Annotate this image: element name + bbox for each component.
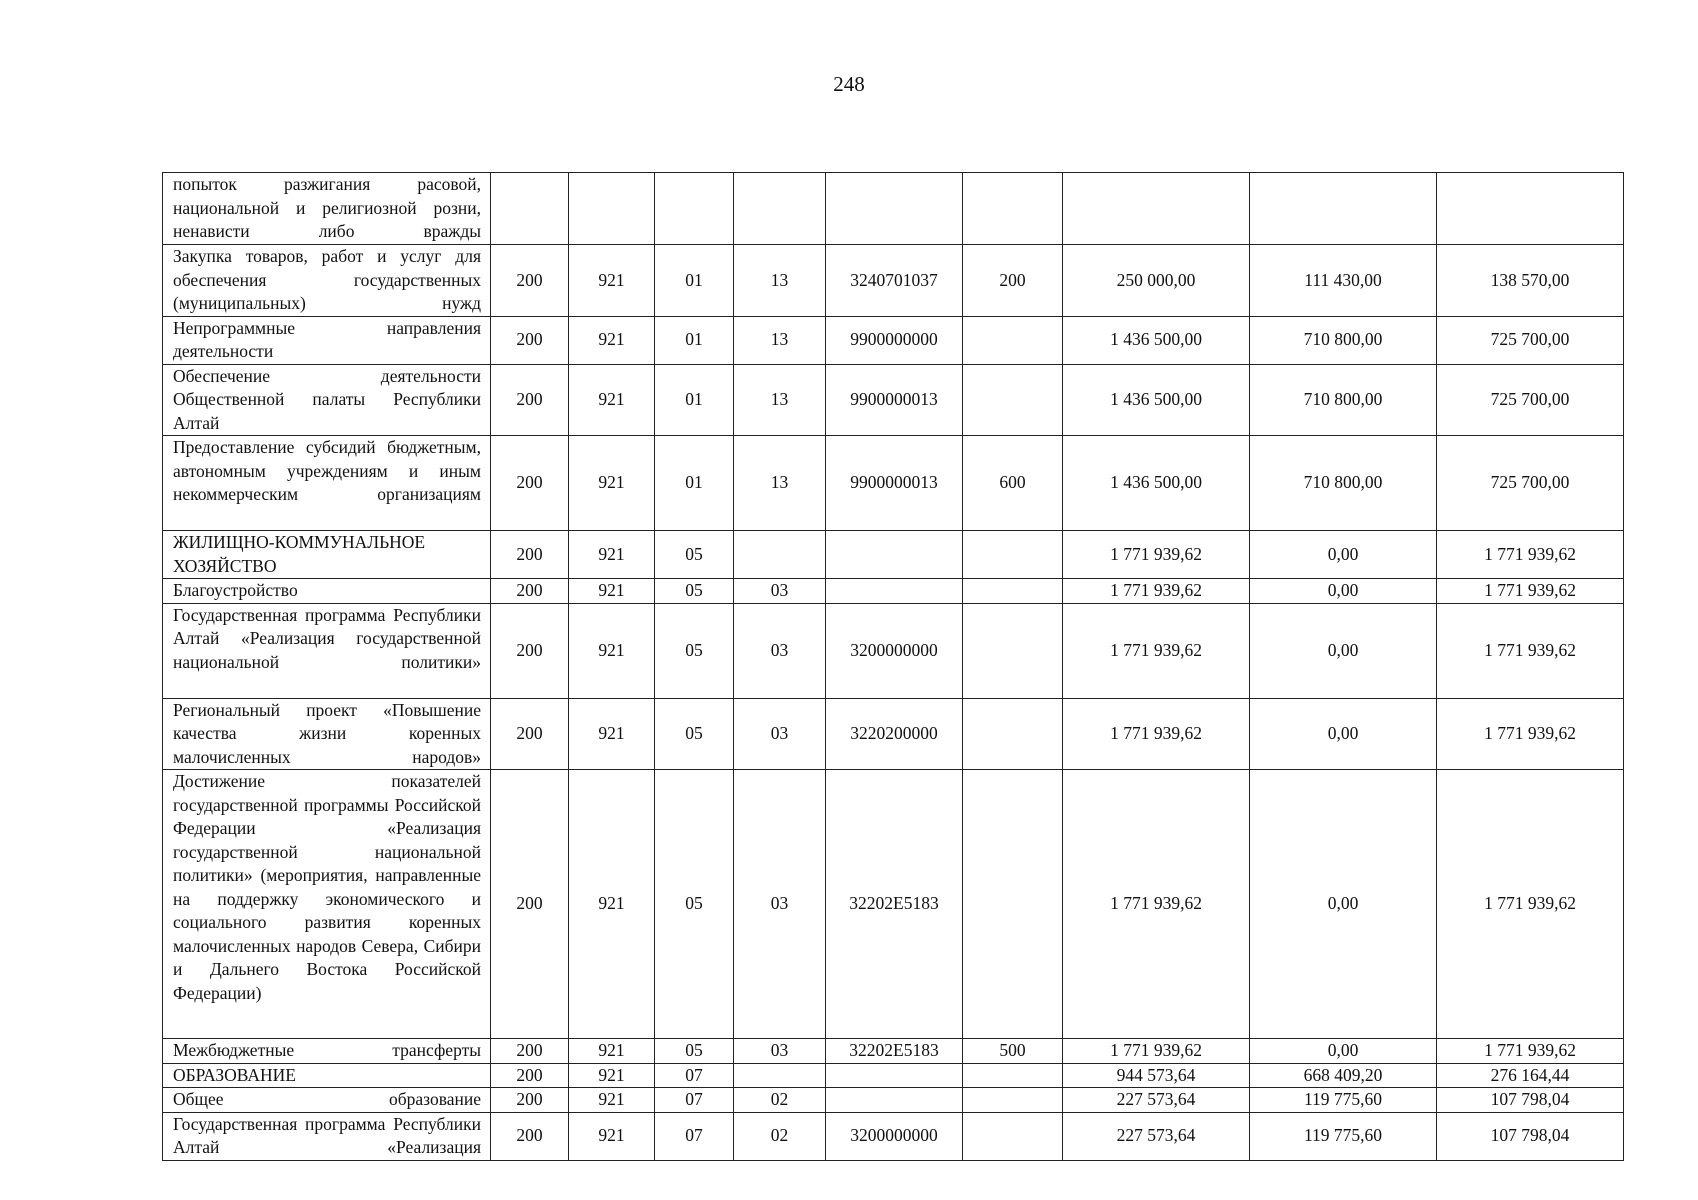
table-row xyxy=(163,364,1624,436)
expense-type-code-cell xyxy=(963,698,1063,770)
ministry-code-cell: 921 xyxy=(569,579,655,604)
amount-federal-cell xyxy=(1250,173,1437,245)
amount-total-cell: 1 436 500,00 xyxy=(1063,436,1250,531)
amount-regional-cell: 725 700,00 xyxy=(1437,316,1624,364)
table-row xyxy=(163,173,1624,245)
target-article-code-cell: 3200000000 xyxy=(826,1112,963,1160)
section-code-cell: 200 xyxy=(491,698,569,770)
section-code-cell: 200 xyxy=(491,436,569,531)
chapter-code-cell: 05 xyxy=(655,579,734,604)
amount-federal-cell: 119 775,60 xyxy=(1250,1088,1437,1113)
amount-federal-cell: 0,00 xyxy=(1250,531,1437,579)
amount-regional-cell: 1 771 939,62 xyxy=(1437,603,1624,698)
expense-type-code-cell: 500 xyxy=(963,1039,1063,1064)
target-article-code-cell xyxy=(826,579,963,604)
table-row xyxy=(163,1063,1624,1088)
amount-regional-cell: 1 771 939,62 xyxy=(1437,579,1624,604)
amount-federal-cell: 0,00 xyxy=(1250,1039,1437,1064)
target-article-code-cell xyxy=(826,531,963,579)
amount-regional-cell: 107 798,04 xyxy=(1437,1088,1624,1113)
chapter-code-cell: 05 xyxy=(655,1039,734,1064)
expense-type-code-cell xyxy=(963,364,1063,436)
chapter-code-cell: 05 xyxy=(655,770,734,1039)
chapter-code-cell xyxy=(655,173,734,245)
subchapter-code-cell xyxy=(734,531,826,579)
page-number: 248 xyxy=(833,72,865,96)
amount-regional-cell: 725 700,00 xyxy=(1437,364,1624,436)
amount-federal-cell: 0,00 xyxy=(1250,698,1437,770)
section-code-cell: 200 xyxy=(491,603,569,698)
amount-total-cell: 227 573,64 xyxy=(1063,1112,1250,1160)
subchapter-code-cell: 13 xyxy=(734,245,826,317)
target-article-code-cell: 32202E5183 xyxy=(826,1039,963,1064)
target-article-code-cell xyxy=(826,1063,963,1088)
amount-total-cell xyxy=(1063,173,1250,245)
chapter-code-cell: 07 xyxy=(655,1088,734,1113)
amount-federal-cell: 710 800,00 xyxy=(1250,436,1437,531)
subchapter-code-cell xyxy=(734,173,826,245)
row-name-cell: Региональный проект «Повышение качества жизни коренных малочисленных народов» xyxy=(163,698,491,770)
expense-type-code-cell xyxy=(963,531,1063,579)
amount-federal-cell: 710 800,00 xyxy=(1250,316,1437,364)
amount-federal-cell: 0,00 xyxy=(1250,579,1437,604)
target-article-code-cell: 3200000000 xyxy=(826,603,963,698)
amount-federal-cell: 668 409,20 xyxy=(1250,1063,1437,1088)
row-name-cell: Достижение показателей государственной программы Российской Федерации «Реализация государственной национальной политики» (мероприятия, направленные на поддержку экономического и социального развития коренных малочисленных народов Севера, Сибири и Дальнего Востока Российской Федерации) xyxy=(163,770,491,1039)
table-row xyxy=(163,1088,1624,1113)
ministry-code-cell: 921 xyxy=(569,364,655,436)
amount-total-cell: 1 771 939,62 xyxy=(1063,698,1250,770)
amount-federal-cell: 119 775,60 xyxy=(1250,1112,1437,1160)
table-row xyxy=(163,770,1624,1039)
chapter-code-cell: 01 xyxy=(655,436,734,531)
row-name-cell: Благоустройство xyxy=(163,579,491,604)
table-row xyxy=(163,1112,1624,1160)
section-code-cell: 200 xyxy=(491,579,569,604)
amount-federal-cell: 0,00 xyxy=(1250,603,1437,698)
expense-type-code-cell xyxy=(963,173,1063,245)
amount-total-cell: 1 436 500,00 xyxy=(1063,316,1250,364)
ministry-code-cell: 921 xyxy=(569,603,655,698)
expense-type-code-cell: 600 xyxy=(963,436,1063,531)
ministry-code-cell: 921 xyxy=(569,316,655,364)
ministry-code-cell: 921 xyxy=(569,1039,655,1064)
amount-regional-cell: 107 798,04 xyxy=(1437,1112,1624,1160)
subchapter-code-cell: 03 xyxy=(734,603,826,698)
target-article-code-cell: 32202E5183 xyxy=(826,770,963,1039)
amount-regional-cell xyxy=(1437,173,1624,245)
section-code-cell: 200 xyxy=(491,245,569,317)
amount-total-cell: 944 573,64 xyxy=(1063,1063,1250,1088)
chapter-code-cell: 05 xyxy=(655,603,734,698)
row-name-cell: ЖИЛИЩНО-КОММУНАЛЬНОЕ ХОЗЯЙСТВО xyxy=(163,531,491,579)
ministry-code-cell: 921 xyxy=(569,1088,655,1113)
amount-regional-cell: 1 771 939,62 xyxy=(1437,698,1624,770)
ministry-code-cell: 921 xyxy=(569,698,655,770)
section-code-cell: 200 xyxy=(491,1088,569,1113)
amount-total-cell: 1 771 939,62 xyxy=(1063,579,1250,604)
expense-type-code-cell xyxy=(963,579,1063,604)
target-article-code-cell: 9900000013 xyxy=(826,436,963,531)
section-code-cell: 200 xyxy=(491,1063,569,1088)
subchapter-code-cell: 03 xyxy=(734,579,826,604)
section-code-cell xyxy=(491,173,569,245)
subchapter-code-cell: 13 xyxy=(734,436,826,531)
row-name-cell: Межбюджетные трансферты xyxy=(163,1039,491,1064)
section-code-cell: 200 xyxy=(491,316,569,364)
row-name-cell: попыток разжигания расовой, национальной и религиозной розни, ненависти либо вражды xyxy=(163,173,491,245)
chapter-code-cell: 01 xyxy=(655,316,734,364)
chapter-code-cell: 05 xyxy=(655,698,734,770)
amount-total-cell: 1 436 500,00 xyxy=(1063,364,1250,436)
expense-type-code-cell xyxy=(963,316,1063,364)
table-row xyxy=(163,603,1624,698)
subchapter-code-cell: 02 xyxy=(734,1088,826,1113)
section-code-cell: 200 xyxy=(491,1112,569,1160)
ministry-code-cell xyxy=(569,173,655,245)
chapter-code-cell: 01 xyxy=(655,245,734,317)
target-article-code-cell xyxy=(826,1088,963,1113)
subchapter-code-cell: 02 xyxy=(734,1112,826,1160)
table-row xyxy=(163,531,1624,579)
ministry-code-cell: 921 xyxy=(569,531,655,579)
amount-regional-cell: 1 771 939,62 xyxy=(1437,531,1624,579)
expense-type-code-cell xyxy=(963,1063,1063,1088)
subchapter-code-cell: 03 xyxy=(734,770,826,1039)
amount-total-cell: 1 771 939,62 xyxy=(1063,603,1250,698)
target-article-code-cell xyxy=(826,173,963,245)
row-name-cell: Общее образование xyxy=(163,1088,491,1113)
subchapter-code-cell: 13 xyxy=(734,316,826,364)
row-name-cell: ОБРАЗОВАНИЕ xyxy=(163,1063,491,1088)
ministry-code-cell: 921 xyxy=(569,436,655,531)
chapter-code-cell: 07 xyxy=(655,1112,734,1160)
expense-type-code-cell xyxy=(963,1112,1063,1160)
subchapter-code-cell xyxy=(734,1063,826,1088)
subchapter-code-cell: 03 xyxy=(734,1039,826,1064)
section-code-cell: 200 xyxy=(491,531,569,579)
table-row xyxy=(163,698,1624,770)
amount-total-cell: 1 771 939,62 xyxy=(1063,531,1250,579)
expense-type-code-cell xyxy=(963,770,1063,1039)
ministry-code-cell: 921 xyxy=(569,770,655,1039)
row-name-cell: Закупка товаров, работ и услуг для обеспечения государственных (муниципальных) нужд xyxy=(163,245,491,317)
amount-regional-cell: 1 771 939,62 xyxy=(1437,1039,1624,1064)
amount-regional-cell: 725 700,00 xyxy=(1437,436,1624,531)
section-code-cell: 200 xyxy=(491,364,569,436)
section-code-cell: 200 xyxy=(491,1039,569,1064)
ministry-code-cell: 921 xyxy=(569,245,655,317)
subchapter-code-cell: 03 xyxy=(734,698,826,770)
table-row xyxy=(163,436,1624,531)
amount-federal-cell: 111 430,00 xyxy=(1250,245,1437,317)
table-row xyxy=(163,1039,1624,1064)
chapter-code-cell: 05 xyxy=(655,531,734,579)
amount-total-cell: 1 771 939,62 xyxy=(1063,1039,1250,1064)
target-article-code-cell: 3220200000 xyxy=(826,698,963,770)
table-row xyxy=(163,245,1624,317)
amount-total-cell: 250 000,00 xyxy=(1063,245,1250,317)
amount-federal-cell: 710 800,00 xyxy=(1250,364,1437,436)
target-article-code-cell: 9900000000 xyxy=(826,316,963,364)
target-article-code-cell: 3240701037 xyxy=(826,245,963,317)
chapter-code-cell: 07 xyxy=(655,1063,734,1088)
ministry-code-cell: 921 xyxy=(569,1112,655,1160)
amount-total-cell: 1 771 939,62 xyxy=(1063,770,1250,1039)
row-name-cell: Непрограммные направления деятельности xyxy=(163,316,491,364)
row-name-cell: Обеспечение деятельности Общественной палаты Республики Алтай xyxy=(163,364,491,436)
expense-type-code-cell xyxy=(963,1088,1063,1113)
chapter-code-cell: 01 xyxy=(655,364,734,436)
target-article-code-cell: 9900000013 xyxy=(826,364,963,436)
row-name-cell: Государственная программа Республики Алтай «Реализация xyxy=(163,1112,491,1160)
table-row xyxy=(163,579,1624,604)
ministry-code-cell: 921 xyxy=(569,1063,655,1088)
amount-regional-cell: 138 570,00 xyxy=(1437,245,1624,317)
budget-table xyxy=(162,172,1624,1161)
subchapter-code-cell: 13 xyxy=(734,364,826,436)
amount-regional-cell: 276 164,44 xyxy=(1437,1063,1624,1088)
amount-regional-cell: 1 771 939,62 xyxy=(1437,770,1624,1039)
amount-total-cell: 227 573,64 xyxy=(1063,1088,1250,1113)
section-code-cell: 200 xyxy=(491,770,569,1039)
expense-type-code-cell: 200 xyxy=(963,245,1063,317)
row-name-cell: Предоставление субсидий бюджетным, автономным учреждениям и иным некоммерческим организациям xyxy=(163,436,491,531)
expense-type-code-cell xyxy=(963,603,1063,698)
row-name-cell: Государственная программа Республики Алтай «Реализация государственной национальной политики» xyxy=(163,603,491,698)
table-row xyxy=(163,316,1624,364)
amount-federal-cell: 0,00 xyxy=(1250,770,1437,1039)
